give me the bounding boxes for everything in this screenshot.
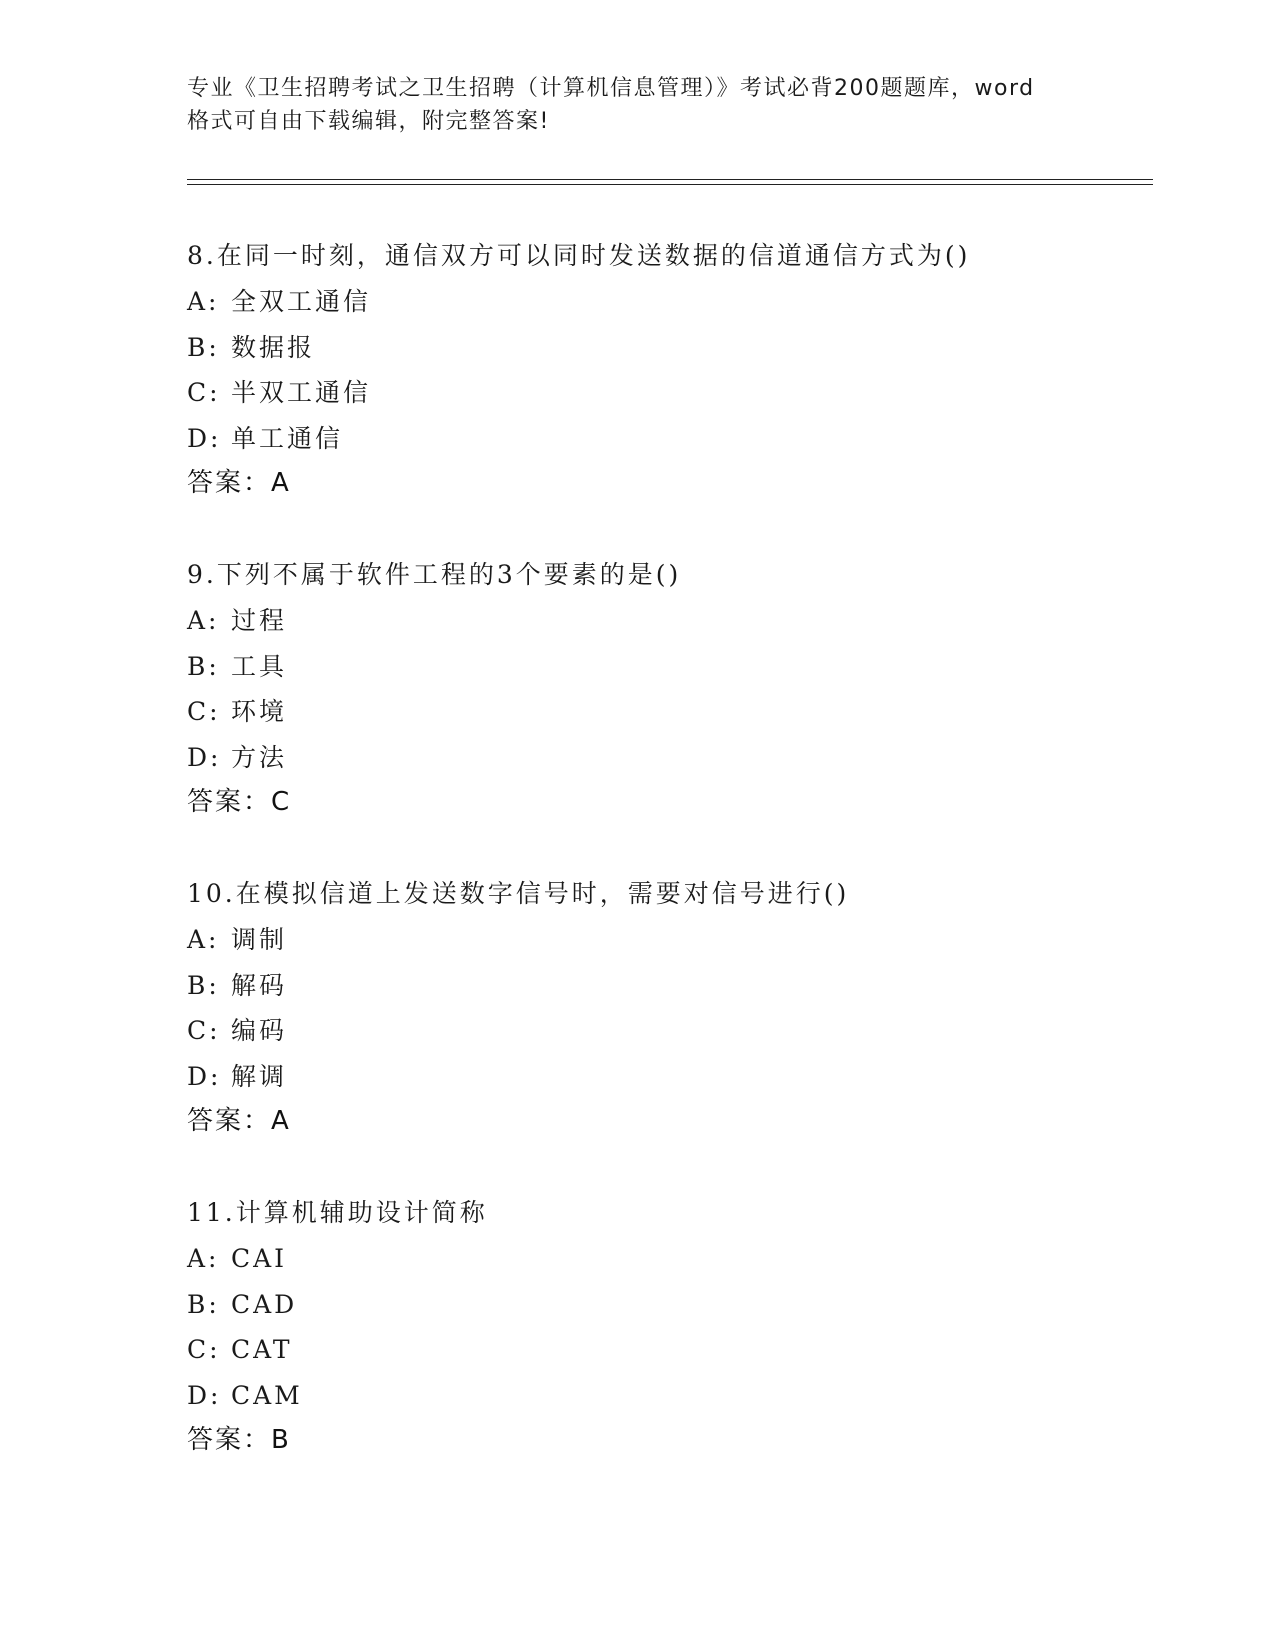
option-text: 环境 <box>231 697 288 726</box>
option-a <box>187 279 1187 325</box>
question-10 <box>187 871 1187 1144</box>
option-c <box>187 1327 1187 1373</box>
option-c <box>187 689 1187 735</box>
option-text: 全双工通信 <box>231 287 372 316</box>
header-line-2: 格式可自由下载编辑，附完整答案! <box>187 109 550 134</box>
option-c <box>187 1008 1187 1054</box>
option-text: 方法 <box>231 742 288 772</box>
option-text: CAI <box>231 1244 288 1273</box>
option-a <box>187 917 1187 963</box>
option-text: 调制 <box>231 925 288 954</box>
option-text: 解码 <box>231 970 288 1000</box>
option-text: 单工通信 <box>231 423 344 453</box>
option-key: A: <box>187 606 220 635</box>
option-d <box>187 735 1187 781</box>
option-b <box>187 325 1187 371</box>
option-key: C: <box>187 1335 221 1364</box>
option-a <box>187 598 1187 644</box>
option-key: B: <box>187 1289 220 1319</box>
option-text: 数据报 <box>231 332 316 362</box>
option-key: B: <box>187 651 220 681</box>
option-key: B: <box>187 332 220 362</box>
answer-line: 答案：A <box>187 468 291 498</box>
option-key: D: <box>187 423 222 453</box>
header-divider-top <box>187 179 1153 180</box>
option-text: CAT <box>231 1335 293 1364</box>
option-key: A: <box>187 287 220 316</box>
answer-line: 答案：C <box>187 787 292 817</box>
question-8 <box>187 233 1187 506</box>
option-b <box>187 644 1187 690</box>
option-key: C: <box>187 378 221 407</box>
option-text: CAM <box>231 1380 303 1410</box>
option-key: C: <box>187 697 221 726</box>
question-title: 10.在模拟信道上发送数字信号时，需要对信号进行() <box>187 879 850 908</box>
answer-line: 答案：A <box>187 1106 291 1136</box>
option-key: A: <box>187 925 220 954</box>
option-text: 半双工通信 <box>231 378 372 407</box>
header-divider-bottom <box>187 184 1153 185</box>
option-key: A: <box>187 1244 220 1273</box>
option-key: B: <box>187 970 220 1000</box>
option-d <box>187 416 1187 462</box>
question-title: 9.下列不属于软件工程的3个要素的是() <box>187 560 682 589</box>
option-b <box>187 963 1187 1009</box>
option-key: D: <box>187 742 222 772</box>
option-text: 解调 <box>231 1061 288 1091</box>
document-header <box>187 72 1087 138</box>
question-11 <box>187 1190 1187 1463</box>
option-text: 工具 <box>231 651 288 681</box>
question-title: 11.计算机辅助设计简称 <box>187 1198 488 1227</box>
option-key: D: <box>187 1061 222 1091</box>
option-text: 编码 <box>231 1016 288 1045</box>
option-d <box>187 1054 1187 1100</box>
answer-line: 答案：B <box>187 1425 291 1455</box>
option-text: CAD <box>231 1289 298 1319</box>
option-b <box>187 1282 1187 1328</box>
option-key: D: <box>187 1380 222 1410</box>
question-9 <box>187 552 1187 825</box>
header-line-1: 专业《卫生招聘考试之卫生招聘（计算机信息管理）》考试必背200题题库，word <box>187 76 1035 101</box>
option-c <box>187 370 1187 416</box>
option-key: C: <box>187 1016 221 1045</box>
option-d <box>187 1373 1187 1419</box>
option-text: 过程 <box>231 606 288 635</box>
option-a <box>187 1236 1187 1282</box>
question-title: 8.在同一时刻，通信双方可以同时发送数据的信道通信方式为() <box>187 241 971 270</box>
